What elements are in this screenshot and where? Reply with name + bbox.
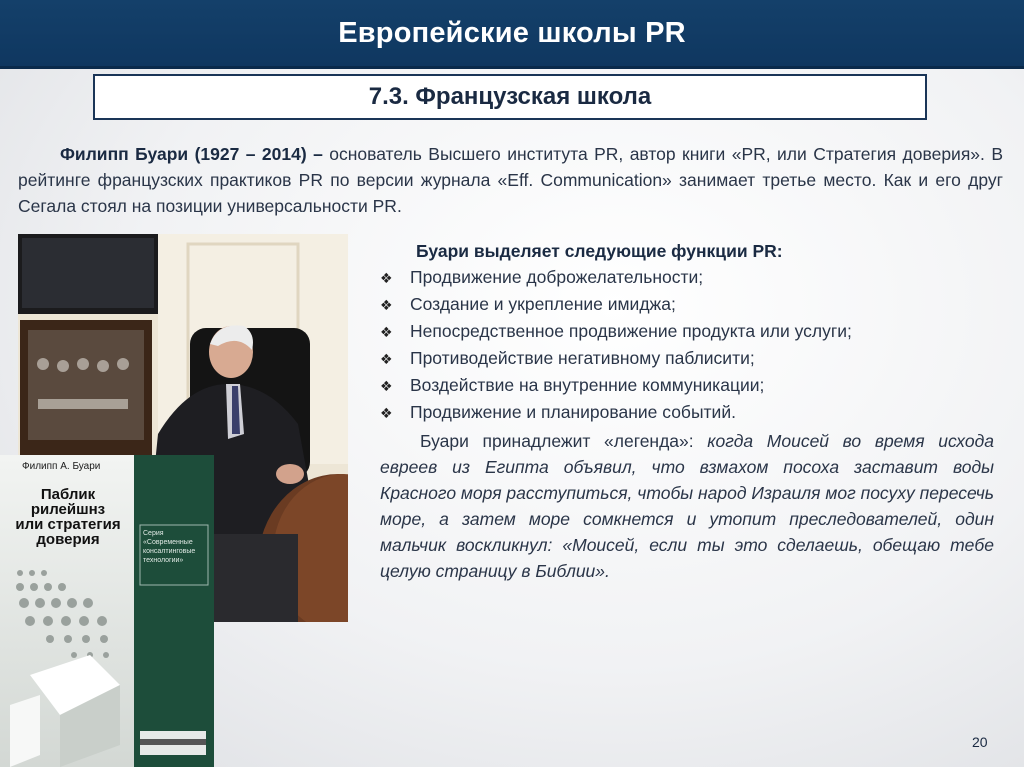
list-item [380, 264, 994, 291]
intro-bold-lead: Филипп Буари (1927 – 2014) – [60, 144, 323, 164]
book-author: Филипп А. Буари [22, 461, 101, 472]
slide-header [0, 0, 1024, 69]
list-item [380, 291, 994, 318]
diamond-bullet-icon: ❖ [380, 405, 393, 421]
list-item [380, 372, 994, 399]
list-item-text: Продвижение доброжелательности; [410, 267, 704, 287]
slide-title: Европейские школы PR [338, 16, 686, 49]
legend-paragraph [380, 428, 994, 584]
legend-story: когда Моисей во время исхода евреев из Египта объявил, что взмахом посоха заставит воды Красного моря расступиться, чтобы народ Израиля мог посуху пересечь море, а затем море сомкнется и утопит преследователей, один мальчик воскликнул: «Моисей, если ты это сделаешь, обещаю тебе целую страницу в Библии». [380, 431, 995, 581]
list-item [380, 399, 994, 426]
functions-lead: Буари выделяет следующие функции PR: [416, 241, 783, 261]
book-cover [0, 455, 214, 767]
section-title: 7.3. Французская школа [368, 83, 652, 110]
section-title-box [93, 74, 927, 120]
page-number: 20 [972, 734, 988, 750]
list-item-text: Продвижение и планирование событий. [410, 402, 736, 422]
list-item-text: Непосредственное продвижение продукта или услуги; [410, 321, 852, 341]
book-title [4, 487, 132, 547]
diamond-bullet-icon: ❖ [380, 351, 393, 367]
list-item [380, 318, 994, 345]
book-title-line-1: Паблик рилейшнз [30, 486, 106, 518]
functions-list [380, 264, 994, 426]
list-item-text: Противодействие негативному паблисити; [410, 348, 755, 368]
diamond-bullet-icon: ❖ [380, 270, 393, 286]
diamond-bullet-icon: ❖ [380, 324, 393, 340]
list-item-text: Воздействие на внутренние коммуникации; [410, 375, 765, 395]
diamond-bullet-icon: ❖ [380, 378, 393, 394]
legend-intro: Буари принадлежит «легенда»: [420, 431, 708, 451]
book-series: Серия «Современные консалтинговые технологии» [143, 530, 196, 564]
functions-section [380, 238, 994, 584]
book-title-line-2: или стратегия [15, 516, 121, 533]
diamond-bullet-icon: ❖ [380, 297, 393, 313]
book-title-line-3: доверия [36, 531, 100, 548]
list-item-text: Создание и укрепление имиджа; [410, 294, 676, 314]
list-item [380, 345, 994, 372]
intro-text: основатель Высшего института PR, автор книги «PR, или Стратегия доверия». В рейтинге французских практиков PR по версии журнала «Eff. Communication» занимает третье место. Как и его друг Сегала стоял на позиции универсальности PR. [18, 144, 1003, 216]
intro-paragraph [18, 141, 1003, 219]
